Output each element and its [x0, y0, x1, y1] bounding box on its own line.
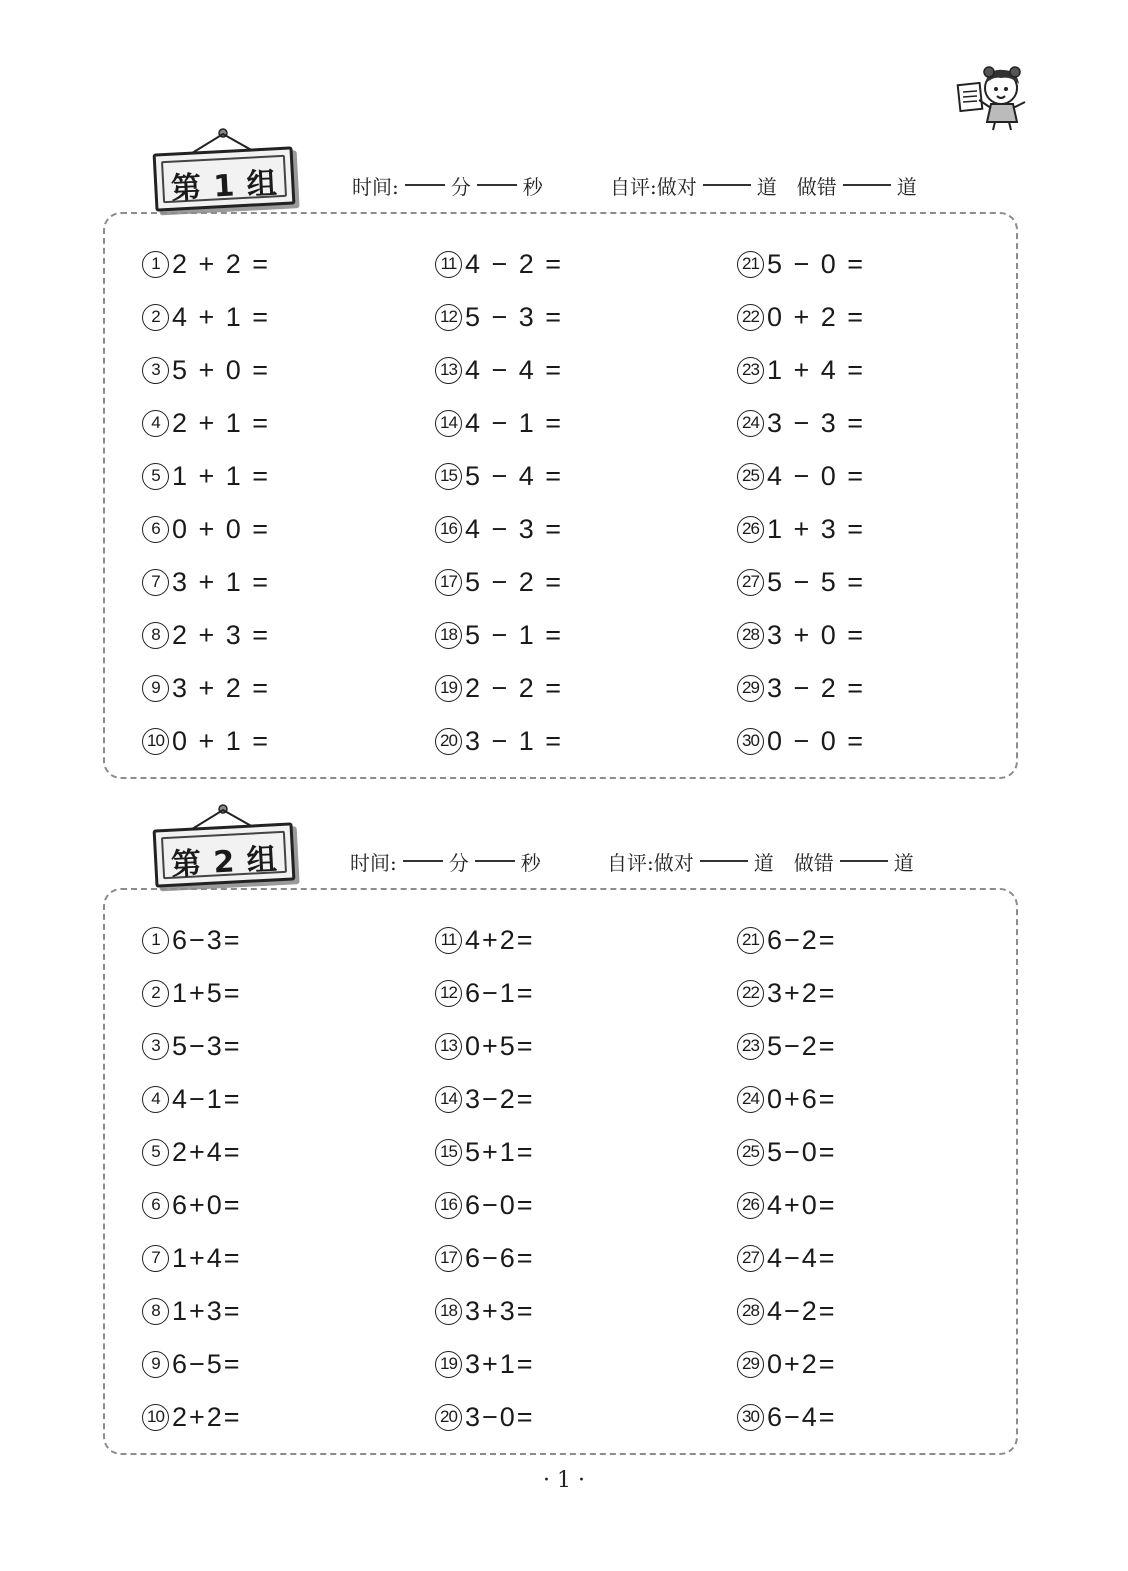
problem-item — [737, 1132, 837, 1172]
problem-item — [435, 297, 563, 337]
problem-expression: 6−4= — [767, 1401, 837, 1432]
problem-item — [142, 456, 270, 496]
problem-expression: 4 − 1 = — [465, 407, 564, 438]
problem-expression: 5 − 5 = — [767, 566, 866, 597]
problem-item — [435, 668, 563, 708]
problem-expression: 4−1= — [172, 1083, 242, 1114]
problem-item — [737, 1079, 837, 1119]
dao-label: 道 — [753, 850, 774, 875]
problem-item — [737, 920, 837, 960]
problem-number: 20 — [435, 1404, 462, 1431]
problem-number: 14 — [435, 410, 462, 437]
problem-item — [435, 920, 535, 960]
problem-number: 8 — [142, 1298, 169, 1325]
problem-item — [142, 1397, 242, 1437]
problem-expression: 3+1= — [465, 1348, 535, 1379]
problem-item — [142, 1185, 242, 1225]
problem-number: 21 — [737, 251, 764, 278]
problem-item — [737, 509, 865, 549]
problem-expression: 3 − 3 = — [767, 407, 866, 438]
minute-label: 分 — [450, 174, 471, 199]
problem-number: 7 — [142, 1245, 169, 1272]
problem-expression: 0+5= — [465, 1030, 535, 1061]
problem-number: 13 — [435, 1033, 462, 1060]
problem-item — [737, 1026, 837, 1066]
problem-number: 10 — [142, 728, 169, 755]
self-eval-label: 自评:做对 — [610, 174, 697, 199]
group-2-problem-panel — [103, 888, 1018, 1455]
problem-item — [737, 973, 837, 1013]
problem-number: 16 — [435, 516, 462, 543]
problem-expression: 4 − 4 = — [465, 354, 564, 385]
problem-expression: 5−3= — [172, 1030, 242, 1061]
correct-count-blank[interactable] — [700, 860, 748, 862]
problem-item — [435, 1132, 535, 1172]
problem-number: 24 — [737, 410, 764, 437]
problem-item — [435, 1026, 535, 1066]
problem-item — [435, 1291, 535, 1331]
problem-grid — [105, 890, 1016, 1453]
problem-expression: 3+3= — [465, 1295, 535, 1326]
problem-expression: 1+3= — [172, 1295, 242, 1326]
problem-number: 22 — [737, 980, 764, 1007]
problem-number: 1 — [142, 251, 169, 278]
problem-item — [142, 1291, 242, 1331]
problem-item — [435, 456, 563, 496]
problem-number: 29 — [737, 1351, 764, 1378]
problem-expression: 0 + 2 = — [767, 301, 866, 332]
problem-item — [737, 1291, 837, 1331]
problem-expression: 6−5= — [172, 1348, 242, 1379]
problem-item — [142, 1026, 242, 1066]
problem-item — [435, 244, 563, 284]
problem-number: 16 — [435, 1192, 462, 1219]
group-1-header — [0, 128, 1128, 208]
problem-number: 27 — [737, 1245, 764, 1272]
problem-item — [142, 1079, 242, 1119]
problem-expression: 2 + 1 = — [172, 407, 271, 438]
problem-item — [142, 562, 270, 602]
problem-number: 25 — [737, 1139, 764, 1166]
problem-expression: 5+1= — [465, 1136, 535, 1167]
problem-item — [435, 1344, 535, 1384]
problem-number: 2 — [142, 980, 169, 1007]
problem-number: 6 — [142, 516, 169, 543]
problem-item — [737, 615, 865, 655]
problem-expression: 1 + 3 = — [767, 513, 866, 544]
problem-expression: 6−1= — [465, 977, 535, 1008]
time-record — [352, 170, 543, 200]
problem-number: 23 — [737, 1033, 764, 1060]
problem-item — [737, 244, 865, 284]
problem-expression: 1 + 4 = — [767, 354, 866, 385]
problem-number: 15 — [435, 1139, 462, 1166]
seconds-blank[interactable] — [477, 184, 517, 186]
second-label: 秒 — [522, 174, 543, 199]
group-2-sign — [148, 804, 298, 890]
second-label: 秒 — [520, 850, 541, 875]
problem-item — [142, 403, 270, 443]
seconds-blank[interactable] — [475, 860, 515, 862]
problem-number: 24 — [737, 1086, 764, 1113]
problem-number: 30 — [737, 728, 764, 755]
problem-item — [737, 350, 865, 390]
problem-item — [435, 509, 563, 549]
problem-item — [737, 1397, 837, 1437]
problem-expression: 1+4= — [172, 1242, 242, 1273]
problem-item — [142, 350, 270, 390]
wrong-count-blank[interactable] — [843, 184, 891, 186]
minute-label: 分 — [448, 850, 469, 875]
minutes-blank[interactable] — [405, 184, 445, 186]
problem-number: 23 — [737, 357, 764, 384]
problem-number: 8 — [142, 622, 169, 649]
problem-expression: 4+2= — [465, 924, 535, 955]
problem-item — [737, 1238, 837, 1278]
problem-number: 1 — [142, 927, 169, 954]
problem-number: 3 — [142, 1033, 169, 1060]
problem-item — [435, 1238, 535, 1278]
problem-expression: 2+2= — [172, 1401, 242, 1432]
problem-expression: 5−2= — [767, 1030, 837, 1061]
group-1-sign — [148, 128, 298, 214]
problem-expression: 6−3= — [172, 924, 242, 955]
problem-number: 4 — [142, 410, 169, 437]
problem-expression: 4−2= — [767, 1295, 837, 1326]
problem-grid — [105, 214, 1016, 777]
problem-number: 4 — [142, 1086, 169, 1113]
problem-number: 28 — [737, 1298, 764, 1325]
problem-number: 10 — [142, 1404, 169, 1431]
problem-number: 19 — [435, 675, 462, 702]
problem-number: 26 — [737, 1192, 764, 1219]
problem-expression: 3 − 1 = — [465, 725, 564, 756]
problem-item — [142, 244, 270, 284]
problem-number: 30 — [737, 1404, 764, 1431]
problem-number: 14 — [435, 1086, 462, 1113]
problem-number: 11 — [435, 251, 462, 278]
group-title: 第 2 组 — [170, 842, 279, 883]
dao-label: 道 — [896, 174, 917, 199]
dao-label: 道 — [893, 850, 914, 875]
page-number: · 1 · — [543, 1468, 585, 1493]
problem-item — [737, 721, 865, 761]
problem-item — [435, 721, 563, 761]
problem-item — [142, 668, 270, 708]
problem-number: 19 — [435, 1351, 462, 1378]
problem-item — [435, 1079, 535, 1119]
problem-number: 6 — [142, 1192, 169, 1219]
problem-item — [142, 920, 242, 960]
time-record — [350, 846, 541, 876]
problem-number: 11 — [435, 927, 462, 954]
problem-item — [142, 1132, 242, 1172]
problem-expression: 2 − 2 = — [465, 672, 564, 703]
problem-expression: 4 + 1 = — [172, 301, 271, 332]
dao-label: 道 — [756, 174, 777, 199]
problem-expression: 4+0= — [767, 1189, 837, 1220]
problem-number: 9 — [142, 1351, 169, 1378]
problem-number: 25 — [737, 463, 764, 490]
problem-item — [142, 721, 270, 761]
problem-expression: 1 + 1 = — [172, 460, 271, 491]
problem-number: 21 — [737, 927, 764, 954]
problem-item — [737, 562, 865, 602]
minutes-blank[interactable] — [403, 860, 443, 862]
problem-item — [435, 1397, 535, 1437]
problem-item — [435, 1185, 535, 1225]
problem-expression: 0 + 1 = — [172, 725, 271, 756]
problem-item — [435, 403, 563, 443]
problem-expression: 4 − 0 = — [767, 460, 866, 491]
problem-number: 18 — [435, 1298, 462, 1325]
problem-number: 5 — [142, 1139, 169, 1166]
problem-number: 15 — [435, 463, 462, 490]
problem-expression: 6−6= — [465, 1242, 535, 1273]
self-evaluation — [607, 846, 914, 876]
problem-expression: 4−4= — [767, 1242, 837, 1273]
problem-expression: 3 + 0 = — [767, 619, 866, 650]
problem-expression: 2 + 3 = — [172, 619, 271, 650]
problem-expression: 4 − 2 = — [465, 248, 564, 279]
problem-item — [737, 297, 865, 337]
problem-item — [435, 350, 563, 390]
problem-item — [142, 1238, 242, 1278]
problem-expression: 6−0= — [465, 1189, 535, 1220]
wrong-label: 做错 — [793, 850, 834, 875]
problem-number: 26 — [737, 516, 764, 543]
problem-number: 28 — [737, 622, 764, 649]
group-title: 第 1 组 — [170, 166, 279, 207]
problem-expression: 5−0= — [767, 1136, 837, 1167]
problem-item — [435, 973, 535, 1013]
problem-expression: 3 + 2 = — [172, 672, 271, 703]
problem-item — [435, 615, 563, 655]
problem-expression: 5 − 3 = — [465, 301, 564, 332]
time-label: 时间: — [350, 850, 397, 875]
problem-expression: 5 − 4 = — [465, 460, 564, 491]
problem-expression: 0 + 0 = — [172, 513, 271, 544]
problem-item — [142, 615, 270, 655]
problem-number: 12 — [435, 304, 462, 331]
time-label: 时间: — [352, 174, 399, 199]
correct-count-blank[interactable] — [703, 184, 751, 186]
problem-number: 17 — [435, 569, 462, 596]
problem-expression: 3 − 2 = — [767, 672, 866, 703]
problem-expression: 4 − 3 = — [465, 513, 564, 544]
problem-item — [435, 562, 563, 602]
problem-item — [737, 1185, 837, 1225]
problem-item — [142, 973, 242, 1013]
problem-expression: 3 + 1 = — [172, 566, 271, 597]
problem-item — [142, 509, 270, 549]
problem-number: 13 — [435, 357, 462, 384]
group-2-header — [0, 804, 1128, 884]
problem-number: 18 — [435, 622, 462, 649]
problem-number: 12 — [435, 980, 462, 1007]
problem-expression: 0+6= — [767, 1083, 837, 1114]
problem-item — [737, 668, 865, 708]
self-eval-label: 自评:做对 — [607, 850, 694, 875]
problem-number: 20 — [435, 728, 462, 755]
problem-expression: 6−2= — [767, 924, 837, 955]
problem-expression: 5 − 2 = — [465, 566, 564, 597]
problem-expression: 3−0= — [465, 1401, 535, 1432]
problem-number: 2 — [142, 304, 169, 331]
mascot-illustration-icon — [955, 60, 1035, 132]
problem-expression: 5 − 1 = — [465, 619, 564, 650]
problem-item — [737, 456, 865, 496]
problem-number: 7 — [142, 569, 169, 596]
problem-expression: 5 + 0 = — [172, 354, 271, 385]
wrong-label: 做错 — [796, 174, 837, 199]
self-evaluation — [610, 170, 917, 200]
problem-item — [737, 1344, 837, 1384]
problem-item — [142, 1344, 242, 1384]
problem-expression: 3−2= — [465, 1083, 535, 1114]
problem-expression: 2+4= — [172, 1136, 242, 1167]
problem-number: 9 — [142, 675, 169, 702]
problem-item — [142, 297, 270, 337]
group-1-problem-panel — [103, 212, 1018, 779]
problem-number: 3 — [142, 357, 169, 384]
problem-expression: 6+0= — [172, 1189, 242, 1220]
problem-item — [737, 403, 865, 443]
problem-number: 17 — [435, 1245, 462, 1272]
problem-expression: 3+2= — [767, 977, 837, 1008]
problem-expression: 1+5= — [172, 977, 242, 1008]
problem-expression: 0 − 0 = — [767, 725, 866, 756]
wrong-count-blank[interactable] — [840, 860, 888, 862]
problem-number: 5 — [142, 463, 169, 490]
problem-expression: 0+2= — [767, 1348, 837, 1379]
problem-number: 22 — [737, 304, 764, 331]
problem-number: 27 — [737, 569, 764, 596]
problem-expression: 2 + 2 = — [172, 248, 271, 279]
problem-expression: 5 − 0 = — [767, 248, 866, 279]
problem-number: 29 — [737, 675, 764, 702]
